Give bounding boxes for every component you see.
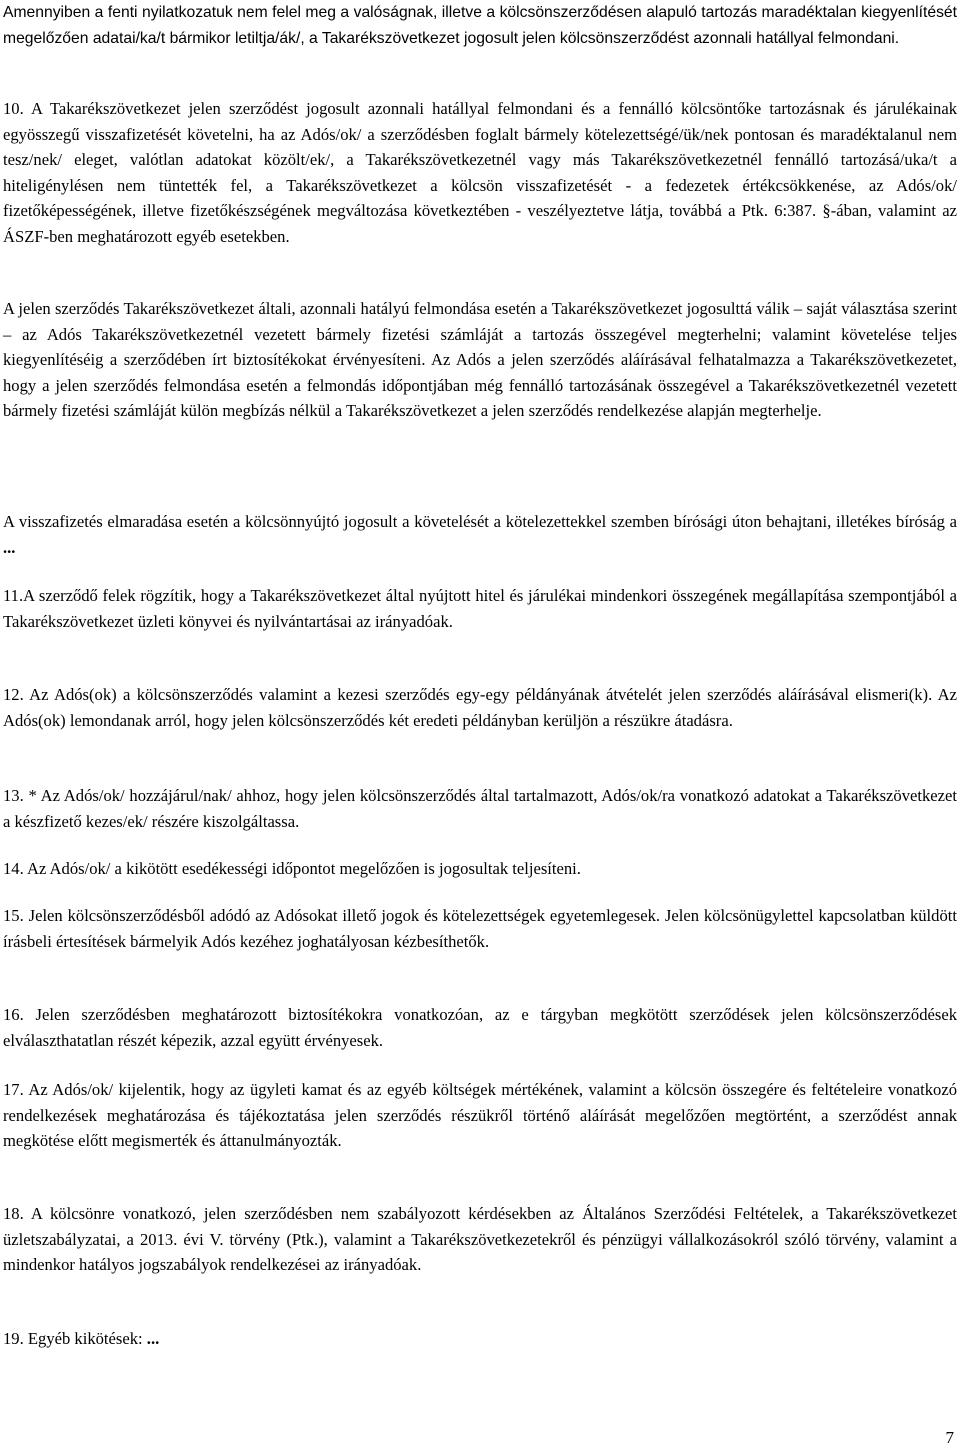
- paragraph-11: 11.A szerződő felek rögzítik, hogy a Takarékszövetkezet által nyújtott hitel és járulékai mindenkori összegének megállapítása szempontjából a Takarékszövetkezet üzleti könyvei és nyilvántartásai az irányadóak.: [3, 586, 957, 631]
- paragraph-13: 13. * Az Adós/ok/ hozzájárul/nak/ ahhoz, hogy jelen kölcsönszerződés által tartalmazott, Adós/ok/ra vonatkozó adatokat a Takarékszövetkezet a készfizető kezes/ek/ részére kiszolgáltassa.: [3, 786, 957, 831]
- paragraph-19: [3, 1326, 957, 1352]
- paragraph-10-termination-effects: A jelen szerződés Takarékszövetkezet általi, azonnali hatályú felmondása esetén a Takarékszövetkezet jogosulttá válik ‒ saját választása szerint ‒ az Adós Takarékszövetkezetnél vezetett bármely fizetési számláját a tartozás összegével megterhelni; valamint követelése teljes kiegyenlítéséig a szerződében írt biztosítékokat érvényesíteni. Az Adós a jelen szerződés aláírásával felhatalmazza a Takarékszövetkezetet, hogy a jelen szerződés felmondása esetén a felmondás időpontjában még fennálló tartozásának összegével a Takarékszövetkezetnél vezetett bármely fizetési számláját külön megbízás nélkül a Takarékszövetkezet a jelen szerződés rendelkezése alapján megterhelje.: [3, 299, 957, 420]
- paragraph-10-debt-collection: [3, 509, 957, 560]
- other-terms-label: 19. Egyéb kikötések:: [3, 1329, 147, 1348]
- paragraph-15: 15. Jelen kölcsönszerződésből adódó az Adósokat illető jogok és kötelezettségek egyetemlegesek. Jelen kölcsönügylettel kapcsolatban küldött írásbeli értesítések bármelyik Adós kezéhez joghatályosan kézbesíthetők.: [3, 906, 957, 951]
- debt-collection-text: A visszafizetés elmaradása esetén a kölcsönnyújtó jogosult a követelését a kötelezettekkel szemben bírósági úton behajtani, illetékes bíróság a: [3, 512, 957, 531]
- intro-paragraph: Amennyiben a fenti nyilatkozatuk nem felel meg a valóságnak, illetve a kölcsönszerződésen alapuló tartozás maradéktalan kiegyenlítését megelőzően adatai/ka/t bármikor letiltja/ák/, a Takarékszövetkezet jogosult jelen kölcsönszerződést azonnali hatállyal felmondani.: [3, 4, 957, 47]
- page-number: 7: [945, 1428, 954, 1447]
- paragraph-18: 18. A kölcsönre vonatkozó, jelen szerződésben nem szabályozott kérdésekben az Általános Szerződési Feltételek, a Takarékszövetkezet üzletszabályzatai, a 2013. évi V. törvény (Ptk.), valamint a Takarékszövetkezetekről és pénzügyi vállalkozásokról szóló törvény, valamint a mindenkor hatályos jogszabályok rendelkezései az irányadóak.: [3, 1204, 957, 1274]
- paragraph-17: 17. Az Adós/ok/ kijelentik, hogy az ügyleti kamat és az egyéb költségek mértékének, valamint a kölcsön összegére és feltételeire vonatkozó rendelkezések meghatározása és tájékoztatása jelen szerződés részükről történő aláírását megelőzően megtörtént, a szerződést annak megkötése előtt megismerték és áttanulmányozták.: [3, 1080, 957, 1150]
- paragraph-10: 10. A Takarékszövetkezet jelen szerződést jogosult azonnali hatállyal felmondani és a fennálló kölcsöntőke tartozásnak és járulékainak egyösszegű visszafizetését követelni, ha az Adós/ok/ a szerződésben foglalt bármely kötelezettségé/ük/nek pontosan és maradéktalanul nem tesz/nek/ eleget, valótlan adatokat közölt/ek/, a Takarékszövetkezetnél vagy más Takarékszövetkezetnél fennálló tartozásá/uka/t a hiteligénylésen nem tüntették fel, a Takarékszövetkezet a kölcsön visszafizetését - a fedezetek értékcsökkenése, az Adós/ok/ fizetőképességének, illetve fizetőkészségének megváltozása következtében - veszélyeztetve látja, továbbá a Ptk. 6:387. §-ában, valamint az ÁSZF-ben meghatározott egyéb esetekben.: [3, 99, 957, 246]
- paragraph-16: 16. Jelen szerződésben meghatározott biztosítékokra vonatkozóan, az e tárgyban megkötött szerződések jelen kölcsönszerződések elválaszthatatlan részét képezik, azzal együtt érvényesek.: [3, 1005, 957, 1050]
- paragraph-14: 14. Az Adós/ok/ a kikötött esedékességi időpontot megelőzően is jogosultak teljesíteni.: [3, 859, 581, 878]
- other-terms-placeholder: ...: [146, 1329, 160, 1348]
- court-placeholder: ...: [3, 537, 16, 557]
- paragraph-12: 12. Az Adós(ok) a kölcsönszerződés valamint a kezesi szerződés egy-egy példányának átvételét jelen szerződés aláírásával elismeri(k). Az Adós(ok) lemondanak arról, hogy jelen kölcsönszerződés két eredeti példányban kerüljön a részükre átadásra.: [3, 685, 957, 730]
